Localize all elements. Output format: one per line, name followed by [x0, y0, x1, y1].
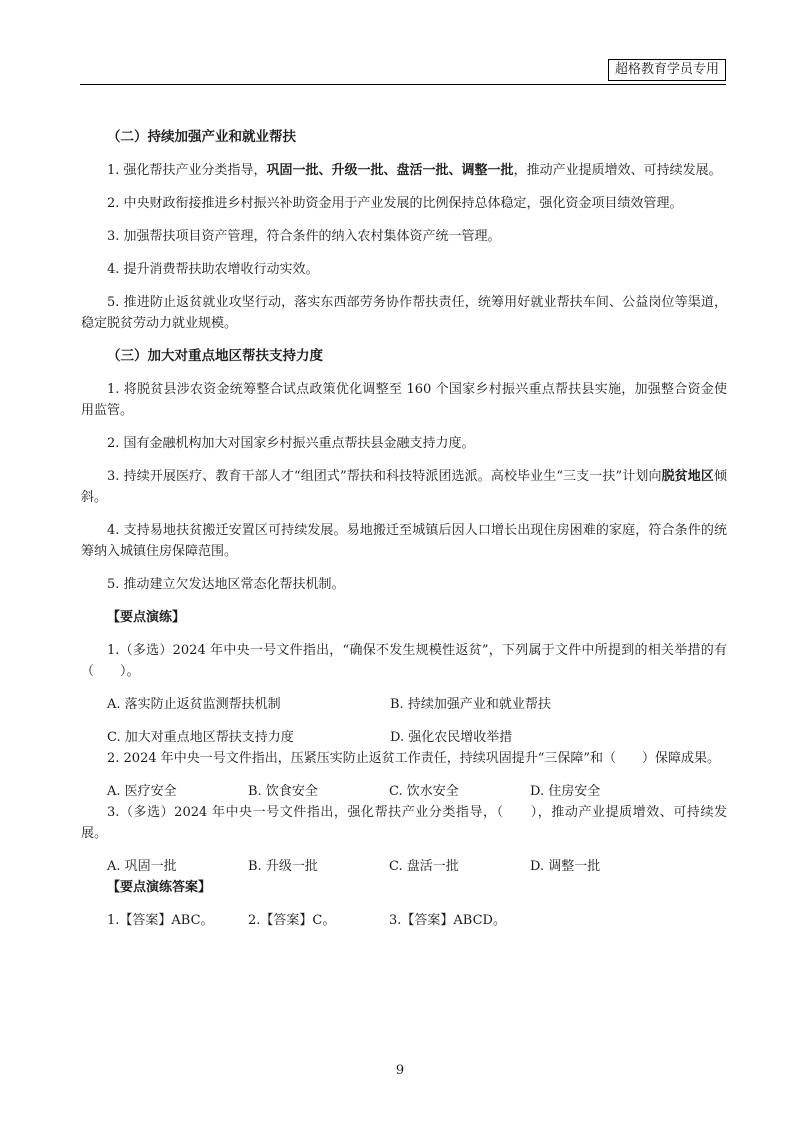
header-rule [80, 84, 726, 85]
section-2-title: （二）持续加强产业和就业帮扶 [107, 129, 296, 145]
s3-item-3-post: 倾斜。 [81, 469, 727, 505]
answer-2: 2.【答案】C。 [248, 913, 336, 928]
q2-option-a: A. 医疗安全 [107, 784, 177, 799]
q1-option-b: B. 持续加强产业和就业帮扶 [390, 697, 551, 712]
s3-item-5: 5. 推动建立欠发达地区常态化帮扶机制。 [107, 577, 345, 592]
q3-option-b: B. 升级一批 [248, 859, 318, 874]
s3-item-1: 1. 将脱贫县涉农资金统筹整合试点政策优化调整至 160 个国家乡村振兴重点帮扶县实施，加强整合资金使用监管。 [81, 382, 727, 418]
s3-item-4: 4. 支持易地扶贫搬迁安置区可持续发展。易地搬迁至城镇后因人口增长出现住房困难的家庭，符合条件的统筹纳入城镇住房保障范围。 [81, 523, 727, 559]
question-2: 2. 2024 年中央一号文件指出，压紧压实防止返贫工作责任，持续巩固提升“三保障”和（ ）保障成果。 [107, 751, 721, 766]
q3-option-a: A. 巩固一批 [107, 859, 177, 874]
user-stamp: 超格教育学员专用 [608, 59, 726, 81]
s2-item-4: 4. 提升消费帮扶助农增收行动实效。 [107, 262, 319, 277]
answers-row [81, 910, 727, 931]
q3-option-d: D. 调整一批 [530, 859, 601, 874]
answer-3: 3.【答案】ABCD。 [389, 913, 506, 928]
s2-item-1-bold: 巩固一批、升级一批、盘活一批、调整一批 [266, 163, 514, 178]
q2-option-c: C. 饮水安全 [389, 784, 459, 799]
s2-item-1-pre: 1. 强化帮扶产业分类指导， [107, 163, 267, 178]
question-1: 1.（多选）2024 年中央一号文件指出，“确保不发生规模性返贫”，下列属于文件中所提到的相关举措的有（ ）。 [81, 643, 727, 679]
question-3: 3.（多选）2024 年中央一号文件指出，强化帮扶产业分类指导，（ ），推动产业提质增效、可持续发展。 [81, 805, 727, 841]
q1-option-a: A. 落实防止返贫监测帮扶机制 [107, 697, 281, 712]
q1-option-d: D. 强化农民增收举措 [390, 730, 513, 745]
s2-item-5: 5. 推进防止返贫就业攻坚行动，落实东西部劳务协作帮扶责任，统筹用好就业帮扶车间、公益岗位等渠道，稳定脱贫劳动力就业规模。 [81, 295, 727, 331]
answers-title: 【要点演练答案】 [107, 880, 212, 895]
s2-item-1 [81, 160, 727, 181]
answer-1: 1.【答案】ABC。 [107, 913, 214, 928]
practice-title: 【要点演练】 [107, 610, 186, 625]
q1-option-c: C. 加大对重点地区帮扶支持力度 [107, 730, 294, 745]
page-content [81, 127, 727, 931]
s3-item-3-pre: 3. 持续开展医疗、教育干部人才“组团式”帮扶和科技特派团选派。高校毕业生“三支一扶”计划向 [107, 469, 662, 484]
s2-item-1-post: ，推动产业提质增效、可持续发展。 [513, 163, 722, 178]
q2-option-b: B. 饮食安全 [248, 784, 318, 799]
question-2-options [81, 781, 727, 802]
question-1-options-row-2 [81, 727, 727, 748]
s2-item-3: 3. 加强帮扶项目资产管理，符合条件的纳入农村集体资产统一管理。 [107, 229, 501, 244]
q2-option-d: D. 住房安全 [530, 784, 601, 799]
question-1-options-row-1 [81, 694, 727, 715]
s3-item-2: 2. 国有金融机构加大对国家乡村振兴重点帮扶县金融支持力度。 [107, 436, 475, 451]
section-3-title: （三）加大对重点地区帮扶支持力度 [107, 348, 323, 364]
s3-item-3-bold: 脱贫地区 [661, 469, 714, 484]
page-number: 9 [395, 1063, 405, 1078]
question-3-options [81, 856, 727, 877]
s2-item-2: 2. 中央财政衔接推进乡村振兴补助资金用于产业发展的比例保持总体稳定，强化资金项目绩效管理。 [107, 196, 683, 211]
s3-item-3 [81, 466, 727, 508]
q3-option-c: C. 盘活一批 [389, 859, 459, 874]
